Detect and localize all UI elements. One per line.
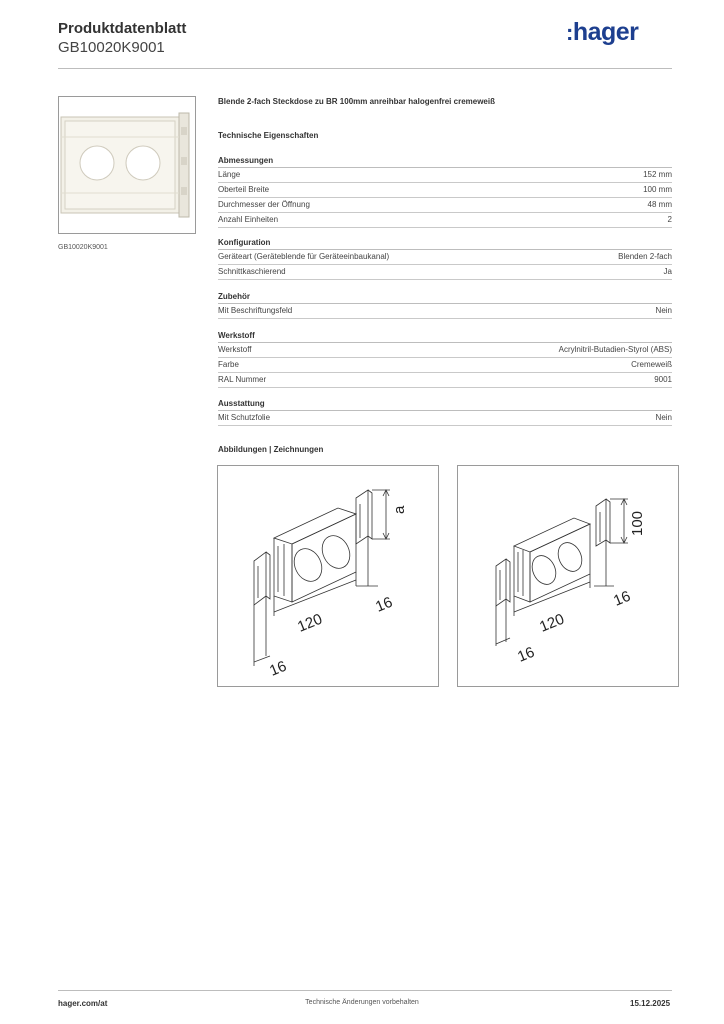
figures-title: Abbildungen | Zeichnungen xyxy=(218,445,324,454)
spec-value: 152 mm xyxy=(643,170,672,179)
footer-date: 15.12.2025 xyxy=(630,999,671,1008)
tech-properties-title: Technische Eigenschaften xyxy=(218,131,319,140)
product-image xyxy=(58,96,196,234)
spec-value: Acrylnitril-Butadien-Styrol (ABS) xyxy=(558,345,672,354)
spec-label: RAL Nummer xyxy=(218,375,267,384)
section-title: Ausstattung xyxy=(218,398,672,411)
section-werkstoff xyxy=(218,330,672,388)
section-title: Konfiguration xyxy=(218,237,672,250)
footer-divider xyxy=(58,990,672,991)
dimension-label-right: 16 xyxy=(611,587,633,610)
spec-row xyxy=(218,304,672,319)
dimension-label-width: 120 xyxy=(295,610,325,636)
section-title: Zubehör xyxy=(218,291,672,304)
section-title: Abmessungen xyxy=(218,155,672,168)
spec-label: Geräteart (Geräteblende für Geräteeinbaukanal) xyxy=(218,252,390,261)
spec-label: Farbe xyxy=(218,360,239,369)
spec-row xyxy=(218,265,672,280)
logo-prefix: : xyxy=(566,20,573,45)
spec-row xyxy=(218,358,672,373)
spec-row xyxy=(218,373,672,388)
product-description: Blende 2-fach Steckdose zu BR 100mm anreihbar halogenfrei cremeweiß xyxy=(218,97,495,106)
footer-website-link[interactable]: hager.com/at xyxy=(58,999,108,1008)
header-divider xyxy=(58,68,672,69)
spec-value: Ja xyxy=(663,267,672,276)
spec-label: Mit Schutzfolie xyxy=(218,413,271,422)
spec-label: Mit Beschriftungsfeld xyxy=(218,306,293,315)
spec-label: Werkstoff xyxy=(218,345,252,354)
spec-label: Länge xyxy=(218,170,241,179)
spec-value: Blenden 2-fach xyxy=(618,252,672,261)
product-image-caption: GB10020K9001 xyxy=(58,244,108,251)
spec-row xyxy=(218,250,672,265)
spec-row xyxy=(218,411,672,426)
technical-drawing-a xyxy=(217,465,439,687)
spec-row xyxy=(218,198,672,213)
section-abmessungen xyxy=(218,155,672,228)
section-ausstattung xyxy=(218,398,672,426)
spec-value: Nein xyxy=(655,306,672,315)
product-code: GB10020K9001 xyxy=(58,39,165,56)
spec-label: Durchmesser der Öffnung xyxy=(218,200,310,209)
spec-value: 48 mm xyxy=(647,200,672,209)
dimension-label-right: 16 xyxy=(373,593,395,616)
spec-row xyxy=(218,213,672,228)
spec-label: Anzahl Einheiten xyxy=(218,215,279,224)
technical-drawing-b xyxy=(457,465,679,687)
section-title: Werkstoff xyxy=(218,330,672,343)
spec-value: 9001 xyxy=(654,375,672,384)
dimension-label-width: 120 xyxy=(537,610,567,636)
dimension-label-height: a xyxy=(391,505,408,514)
spec-value: 2 xyxy=(667,215,672,224)
dimension-label-left: 16 xyxy=(515,643,537,666)
spec-row xyxy=(218,168,672,183)
section-zubehoer xyxy=(218,291,672,319)
spec-value: 100 mm xyxy=(643,185,672,194)
page-title: Produktdatenblatt xyxy=(58,20,187,37)
spec-label: Oberteil Breite xyxy=(218,185,270,194)
dimension-label-height: 100 xyxy=(629,510,646,536)
section-konfiguration xyxy=(218,237,672,280)
spec-row xyxy=(218,343,672,358)
logo-text: hager xyxy=(572,18,639,46)
spec-label: Schnittkaschierend xyxy=(218,267,286,276)
spec-row xyxy=(218,183,672,198)
spec-value: Nein xyxy=(655,413,672,422)
hager-logo xyxy=(566,18,638,47)
dimension-label-left: 16 xyxy=(267,657,289,680)
spec-value: Cremeweiß xyxy=(631,360,672,369)
footer-notice: Technische Änderungen vorbehalten xyxy=(305,999,419,1006)
